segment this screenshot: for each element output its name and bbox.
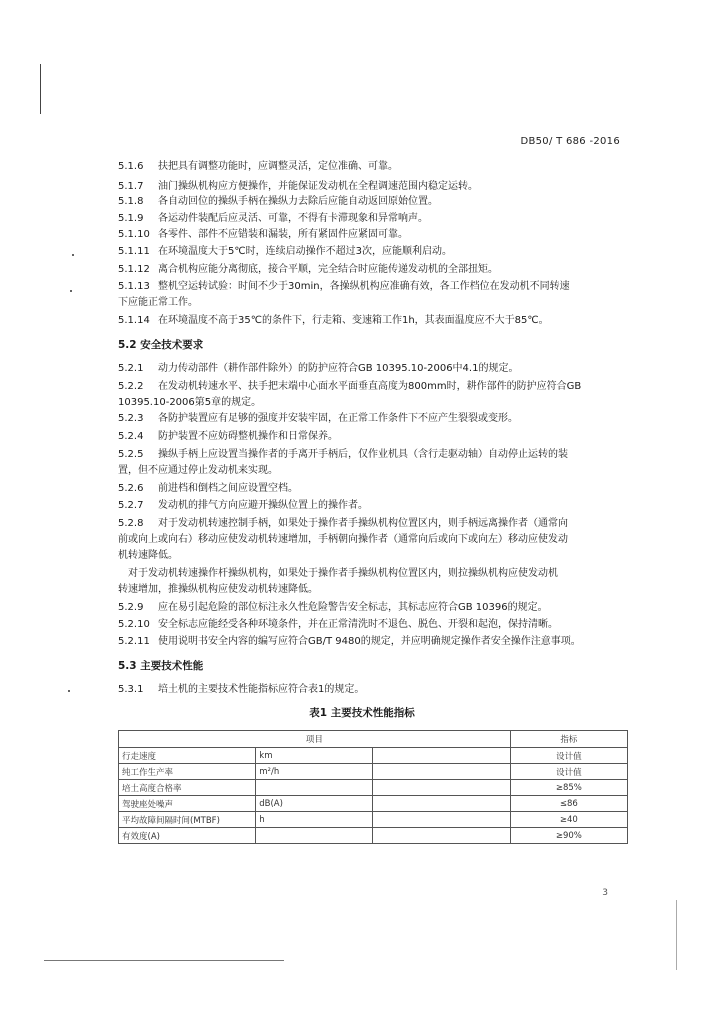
clause-line: 5.1.11 在环境温度大于5℃时，连续启动操作不超过3次，应能顺利启动。	[118, 246, 452, 257]
clause-continuation: 前或向上或向右）移动应使发动机转速增加，手柄朝向操作者（通常向后或向下或向左）移动应使发动	[118, 534, 568, 545]
table-row: 培土高度合格率 ≥85%	[119, 780, 628, 796]
clause-line: 5.1.10 各零件、部件不应错装和漏装，所有紧固件应紧固可靠。	[118, 229, 408, 240]
page-number: 3	[602, 888, 608, 898]
standard-code: DB50/ T 686 -2016	[520, 136, 620, 147]
clause-continuation: 10395.10-2006第5章的规定。	[118, 397, 262, 408]
clause-continuation: 对于发动机转速操作杆操纵机构，如果处于操作者手操纵机构位置区内，则拉操纵机构应使发动机	[128, 568, 558, 579]
scan-speck	[68, 690, 70, 692]
table-row: 驾驶座处噪声 dB(A) ≤86	[119, 796, 628, 812]
clause-line: 5.1.7 油门操纵机构应方便操作，并能保证发动机在全程调速范围内稳定运转。	[118, 181, 478, 192]
binding-mark	[40, 96, 41, 114]
clause-line: 5.2.9 应在易引起危险的部位标注永久性危险警告安全标志，其标志应符合GB 10396的规定。	[118, 602, 548, 613]
clause-line: 5.2.8 对于发动机转速控制手柄，如果处于操作者手操纵机构位置区内，则手柄远离操作者（通常向	[118, 518, 568, 529]
table-row: 行走速度 km 设计值	[119, 748, 628, 764]
clause-continuation: 转速增加，推操纵机构应使发动机转速降低。	[118, 584, 318, 595]
clause-continuation: 机转速降低。	[118, 550, 178, 561]
clause-line: 5.2.2 在发动机转速水平、扶手把末端中心面水平面垂直高度为800mm时，耕作部件的防护应符合GB	[118, 381, 582, 392]
scan-edge-line	[676, 900, 677, 970]
clause-line: 5.1.14 在环境温度不高于35℃的条件下，行走箱、变速箱工作1h，其表面温度应不大于85℃。	[118, 315, 549, 326]
clause-line: 5.1.9 各运动件装配后应灵活、可靠，不得有卡滞现象和异常响声。	[118, 213, 428, 224]
column-header-value: 指标	[510, 731, 627, 748]
clause-line: 5.2.6 前进档和倒档之间应设置空档。	[118, 483, 298, 494]
clause-continuation: 下应能正常工作。	[118, 297, 198, 308]
column-header-item: 项目	[119, 731, 511, 748]
table-row: 纯工作生产率 m²/h 设计值	[119, 764, 628, 780]
clause-line: 5.1.13 整机空运转试验：时间不少于30min，各操纵机构应准确有效，各工作档位在发动机不同转速	[118, 281, 570, 292]
clause-line: 5.1.6 扶把具有调整功能时，应调整灵活，定位准确、可靠。	[118, 161, 398, 172]
table-row: 有效度(A) ≥90%	[119, 828, 628, 844]
clause-line: 5.2.1 动力传动部件（耕作部件除外）的防护应符合GB 10395.10-2006中4.1的规定。	[118, 363, 519, 374]
scan-speck	[70, 290, 72, 292]
clause-line: 5.2.11 使用说明书安全内容的编写应符合GB/T 9480的规定，并应明确规定操作者安全操作注意事项。	[118, 636, 581, 647]
clause-line: 5.2.5 操纵手柄上应设置当操作者的手离开手柄后，仅作业机具（含行走驱动轴）自动停止运转的装	[118, 449, 568, 460]
scan-speck	[72, 254, 74, 256]
clause-line: 5.2.7 发动机的排气方向应避开操纵位置上的操作者。	[118, 500, 368, 511]
scan-edge-line	[44, 960, 284, 961]
clause-line: 5.2.4 防护装置不应妨碍整机操作和日常保养。	[118, 431, 338, 442]
clause-continuation: 置，但不应通过停止发动机来实现。	[118, 465, 278, 476]
clause-line: 5.3.1 培土机的主要技术性能指标应符合表1的规定。	[118, 684, 365, 695]
clause-line: 5.1.8 各自动回位的操纵手柄在操纵力去除后应能自动返回原始位置。	[118, 196, 438, 207]
section-heading: 5.2 安全技术要求	[118, 339, 204, 351]
clause-line: 5.1.12 离合机构应能分离彻底，接合平顺，完全结合时应能传递发动机的全部扭矩。	[118, 264, 498, 275]
table-row: 平均故障间隔时间(MTBF) h ≥40	[119, 812, 628, 828]
clause-line: 5.2.3 各防护装置应有足够的强度并安装牢固，在正常工作条件下不应产生裂裂或变形。	[118, 413, 518, 424]
section-heading: 5.3 主要技术性能	[118, 660, 204, 672]
table-header-row	[119, 731, 628, 748]
spec-table	[118, 730, 628, 844]
table-title: 表1 主要技术性能指标	[309, 707, 415, 719]
clause-line: 5.2.10 安全标志应能经受各种环境条件，并在正常清洗时不退色、脱色、开裂和起泡，保持清晰。	[118, 619, 558, 630]
